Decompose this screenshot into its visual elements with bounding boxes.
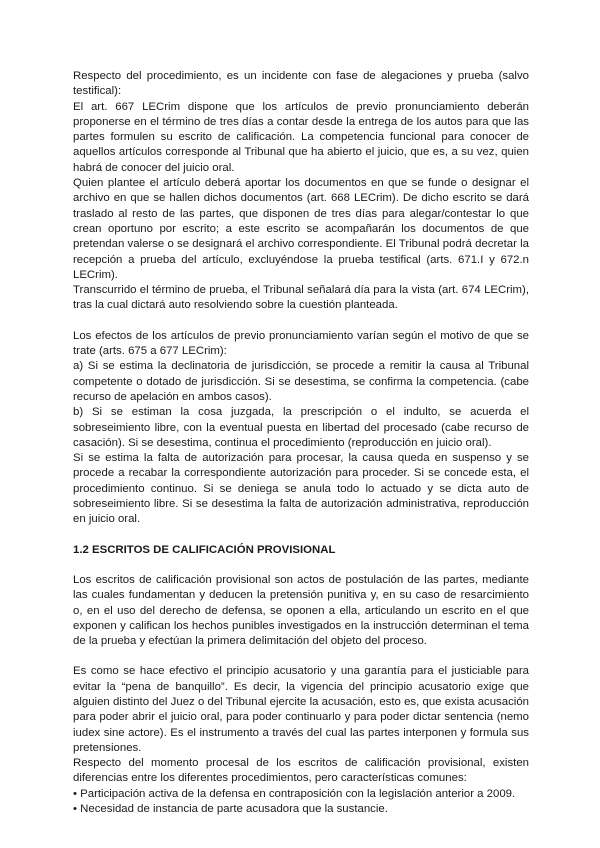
paragraph-art-668: Quien plantee el artículo deberá aportar los documentos en que se funde o designar el archivo en que se hallen dichos documentos (art. 668 LECrim). De dicho escrito se dará traslado al resto de las partes, que disponen de tres días para alegar/contestar lo que crean oportuno por escrito; a este escrito se acompañarán los documentos de que pretendan valerse o se designará el archivo correspondiente. El Tribunal podrá decretar la recepción a prueba del artículo, excluyéndose la prueba testifical (arts. 671.I y 672.n LECrim). [73, 177, 529, 281]
section-heading: 1.2 ESCRITOS DE CALIFICACIÓN PROVISIONAL [73, 543, 336, 556]
spacer [73, 558, 529, 573]
spacer [73, 528, 529, 543]
paragraph-art-674: Transcurrido el término de prueba, el Tribunal señalará día para la vista (art. 674 LECrim), tras la cual dictará auto resolviendo sobre la cuestión planteada. [73, 284, 529, 312]
paragraph-momento-procesal: Respecto del momento procesal de los escritos de calificación provisional, existen diferencias entre los diferentes procedimientos, pero características comunes: [73, 757, 529, 785]
bullet-instancia-acusadora: • Necesidad de instancia de parte acusadora que la sustancie. [73, 803, 388, 816]
paragraph-art-667: El art. 667 LECrim dispone que los artículos de previo pronunciamiento deberán proponerse en el término de tres días a contar desde la entrega de los autos para que las partes formulen su escrito de calificación. La competencia funcional para conocer de aquellos artículos corresponde al Tribunal que ha abierto el juicio, que es, a su vez, quien habrá de conocer del juicio oral. [73, 100, 529, 174]
paragraph-escritos-definicion: Los escritos de calificación provisional son actos de postulación de las partes, mediante las cuales fundamentan y deducen la pretensión punitiva y, en su caso de resarcimiento o, en el uso del derecho de defensa, se oponen a ella, articulando un escrito en el que exponen y califican los hechos punibles investigados en la instrucción determinan el tema de la prueba y efectúan la primera delimitación del objeto del proceso. [73, 573, 529, 648]
paragraph-falta-autorizacion: Si se estima la falta de autorización para procesar, la causa queda en suspenso y se procede a recabar la correspondiente autorización para proceder. Si se concede esta, el procedimiento continuo. Si se deniega se anula todo lo actuado y se dicta auto de sobreseimiento libre. Si se desestima la falta de autorización administrativa, reproducción en juicio oral. [73, 452, 529, 526]
paragraph-procedimiento: Respecto del procedimiento, es un incidente con fase de alegaciones y prueba (salvo testifical): [73, 70, 529, 98]
paragraph-principio-acusatorio: Es como se hace efectivo el principio acusatorio y una garantía para el justiciable para evitar la “pena de banquillo”. Es decir, la vigencia del principio acusatorio exige que alguien distinto del Juez o del Tribunal ejercite la acusación, esto es, que exista acusación para poder abrir el juicio oral, para poder continuarlo y para poder dictar sentencia (nemo iudex sine actore). Es el instrumento a través del cual las partes interponen y formula sus pretensiones. [73, 665, 529, 754]
spacer [73, 314, 529, 329]
paragraph-efectos: Los efectos de los artículos de previo pronunciamiento varían según el motivo de que se trate (arts. 675 a 677 LECrim): [73, 329, 529, 358]
bullet-participacion-defensa: • Participación activa de la defensa en contraposición con la legislación anterior a 2009. [73, 787, 516, 800]
paragraph-declinatoria: a) Si se estima la declinatoria de jurisdicción, se procede a remitir la causa al Tribunal competente o dotado de jurisdicción. Si se desestima, se confirma la competencia. (cabe recurso de apelación en ambos casos). [73, 360, 529, 403]
document-page [73, 69, 529, 817]
paragraph-cosa-juzgada: b) Si se estiman la cosa juzgada, la prescripción o el indulto, se acuerda el sobreseimiento libre, con la eventual puesta en libertad del procesado (cabe recurso de casación). Si se desestima, continua el procedimiento (reproducción en juicio oral). [73, 406, 529, 449]
spacer [73, 649, 529, 664]
